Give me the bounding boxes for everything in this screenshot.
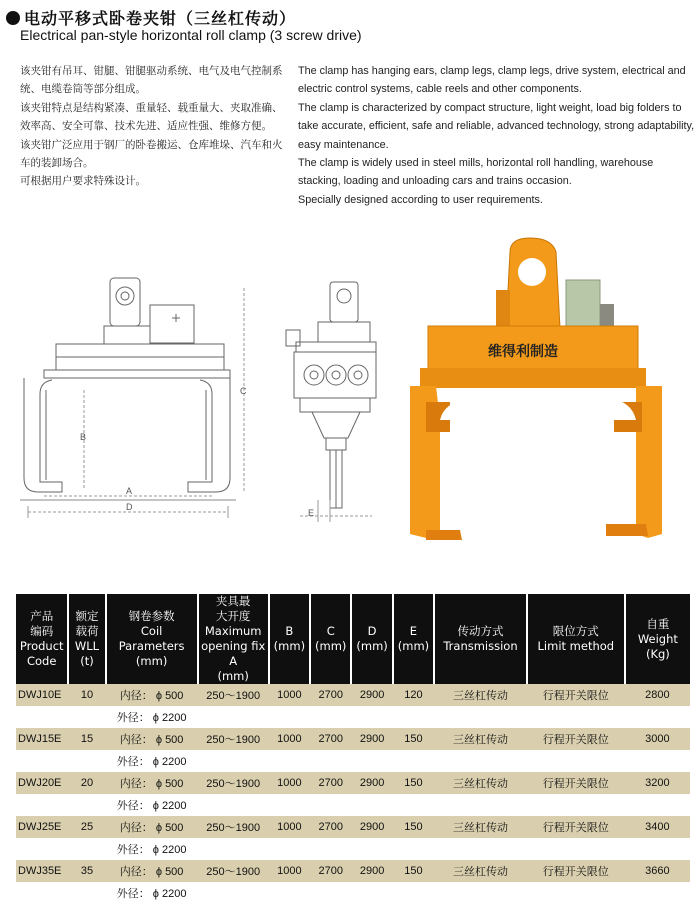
cell-opening: 250～1900 (198, 860, 269, 882)
dim-label-e: E (308, 508, 315, 518)
cell-opening: 250～1900 (198, 772, 269, 794)
cell-weight: 3000 (625, 728, 690, 750)
cell-code: DWJ10E (16, 684, 68, 706)
cell-limit: 行程开关限位 (527, 684, 625, 706)
cell-limit: 行程开关限位 (527, 816, 625, 838)
cell-inner-diameter: 内径： ϕ 500 (106, 684, 198, 706)
description-chinese (20, 62, 292, 191)
cell-weight: 3400 (625, 816, 690, 838)
cell-code: DWJ20E (16, 772, 68, 794)
cell-wll: 15 (68, 728, 105, 750)
cell-transmission: 三丝杠传动 (434, 816, 527, 838)
dim-label-a: A (126, 486, 133, 496)
cell-e: 150 (393, 816, 434, 838)
col-header-weight: 自重 Weight (Kg) (625, 594, 690, 684)
cell-c: 2700 (310, 816, 351, 838)
cell-transmission: 三丝杠传动 (434, 728, 527, 750)
cell-limit: 行程开关限位 (527, 728, 625, 750)
cell-c: 2700 (310, 684, 351, 706)
col-header-limit: 限位方式 Limit method (527, 594, 625, 684)
cell-inner-diameter: 内径： ϕ 500 (106, 860, 198, 882)
page-title (6, 6, 296, 29)
cell-d: 2900 (351, 772, 392, 794)
cell-b: 1000 (269, 684, 310, 706)
cell-code: DWJ35E (16, 860, 68, 882)
clamp-photo (410, 238, 662, 540)
cell-c: 2700 (310, 772, 351, 794)
table-header-row (16, 594, 690, 684)
desc-cn-para: 该夹钳特点是结构紧凑、重量轻、载重量大、夹取准确、效率高、安全可靠、技术先进、适应性强、维修方便。 (20, 101, 283, 133)
col-header-wll: 额定 载荷 WLL (t) (68, 594, 105, 684)
cell-weight: 2800 (625, 684, 690, 706)
cell-transmission: 三丝杠传动 (434, 684, 527, 706)
cell-wll: 35 (68, 860, 105, 882)
col-header-transmission: 传动方式 Transmission (434, 594, 527, 684)
desc-cn-para: 该夹钳有吊耳、钳腿、钳腿驱动系统、电气及电气控制系统、电缆卷筒等部分组成。 (20, 65, 283, 96)
table-row (16, 838, 690, 860)
desc-en-para: The clamp is characterized by compact structure, light weight, load big folders to take accurate, efficient, safe and reliable, advanced technology, strong adaptability, easy maintenance. (298, 101, 695, 151)
col-header-b: B (mm) (269, 594, 310, 684)
cell-weight: 3660 (625, 860, 690, 882)
cell-outer-diameter: 外径： ϕ 2200 (106, 794, 198, 816)
col-header-e: E (mm) (393, 594, 434, 684)
cell-outer-diameter: 外径： ϕ 2200 (106, 750, 198, 772)
cell-outer-diameter: 外径： ϕ 2200 (106, 706, 198, 728)
cell-wll: 10 (68, 684, 105, 706)
desc-en-para: The clamp is widely used in steel mills, horizontal roll handling, warehouse stacking, loading and unloading cars and trains occasion. (298, 157, 654, 188)
title-chinese: 电动平移式卧卷夹钳（三丝杠传动） (24, 9, 297, 28)
cell-b: 1000 (269, 860, 310, 882)
cell-e: 150 (393, 860, 434, 882)
dim-label-d: D (126, 502, 133, 512)
cell-d: 2900 (351, 684, 392, 706)
col-header-c: C (mm) (310, 594, 351, 684)
cell-opening: 250～1900 (198, 684, 269, 706)
cell-wll: 20 (68, 772, 105, 794)
dim-label-c: C (240, 386, 247, 396)
cell-outer-diameter: 外径： ϕ 2200 (106, 838, 198, 860)
cell-b: 1000 (269, 772, 310, 794)
cell-b: 1000 (269, 728, 310, 750)
desc-en-para: Specially designed according to user requirements. (298, 193, 543, 206)
cell-b: 1000 (269, 816, 310, 838)
cell-code: DWJ25E (16, 816, 68, 838)
cell-c: 2700 (310, 728, 351, 750)
cell-wll: 25 (68, 816, 105, 838)
manufacturer-label: 维得利制造 (488, 344, 558, 360)
cell-e: 150 (393, 728, 434, 750)
cell-d: 2900 (351, 860, 392, 882)
side-view-drawing (286, 282, 376, 522)
cell-outer-diameter: 外径： ϕ 2200 (106, 882, 198, 904)
cell-transmission: 三丝杠传动 (434, 860, 527, 882)
cell-c: 2700 (310, 860, 351, 882)
desc-en-para: The clamp has hanging ears, clamp legs, clamp legs, drive system, electrical and electric control systems, cable reels and other components. (298, 65, 686, 96)
cell-e: 150 (393, 772, 434, 794)
cell-inner-diameter: 内径： ϕ 500 (106, 772, 198, 794)
table-row (16, 860, 690, 882)
bullet-icon (6, 11, 20, 25)
col-header-coil: 钢卷参数 Coil Parameters (mm) (106, 594, 198, 684)
table-row (16, 706, 690, 728)
table-row (16, 684, 690, 706)
desc-cn-para: 该夹钳广泛应用于钢厂的卧卷搬运、仓库堆垛、汽车和火车的装卸场合。 (20, 138, 283, 170)
table-row (16, 750, 690, 772)
table-row (16, 816, 690, 838)
table-row (16, 772, 690, 794)
cell-limit: 行程开关限位 (527, 772, 625, 794)
description-english (298, 62, 698, 209)
cell-inner-diameter: 内径： ϕ 500 (106, 816, 198, 838)
table-row (16, 794, 690, 816)
cell-transmission: 三丝杠传动 (434, 772, 527, 794)
cell-code: DWJ15E (16, 728, 68, 750)
cell-inner-diameter: 内径： ϕ 500 (106, 728, 198, 750)
table-row (16, 882, 690, 904)
col-header-opening: 夹具最 大开度 Maximum opening fix A (mm) (198, 594, 269, 684)
front-view-drawing (20, 278, 244, 518)
desc-cn-para: 可根据用户要求特殊设计。 (20, 175, 146, 188)
cell-opening: 250～1900 (198, 816, 269, 838)
specification-table (16, 594, 690, 904)
dim-label-b: B (80, 432, 87, 442)
table-row (16, 728, 690, 750)
cell-d: 2900 (351, 728, 392, 750)
cell-d: 2900 (351, 816, 392, 838)
col-header-code: 产品 编码 Product Code (16, 594, 68, 684)
technical-drawing (0, 230, 700, 570)
title-english: Electrical pan-style horizontal roll clamp (3 screw drive) (20, 27, 362, 43)
cell-limit: 行程开关限位 (527, 860, 625, 882)
cell-opening: 250～1900 (198, 728, 269, 750)
col-header-d: D (mm) (351, 594, 392, 684)
cell-weight: 3200 (625, 772, 690, 794)
cell-e: 120 (393, 684, 434, 706)
